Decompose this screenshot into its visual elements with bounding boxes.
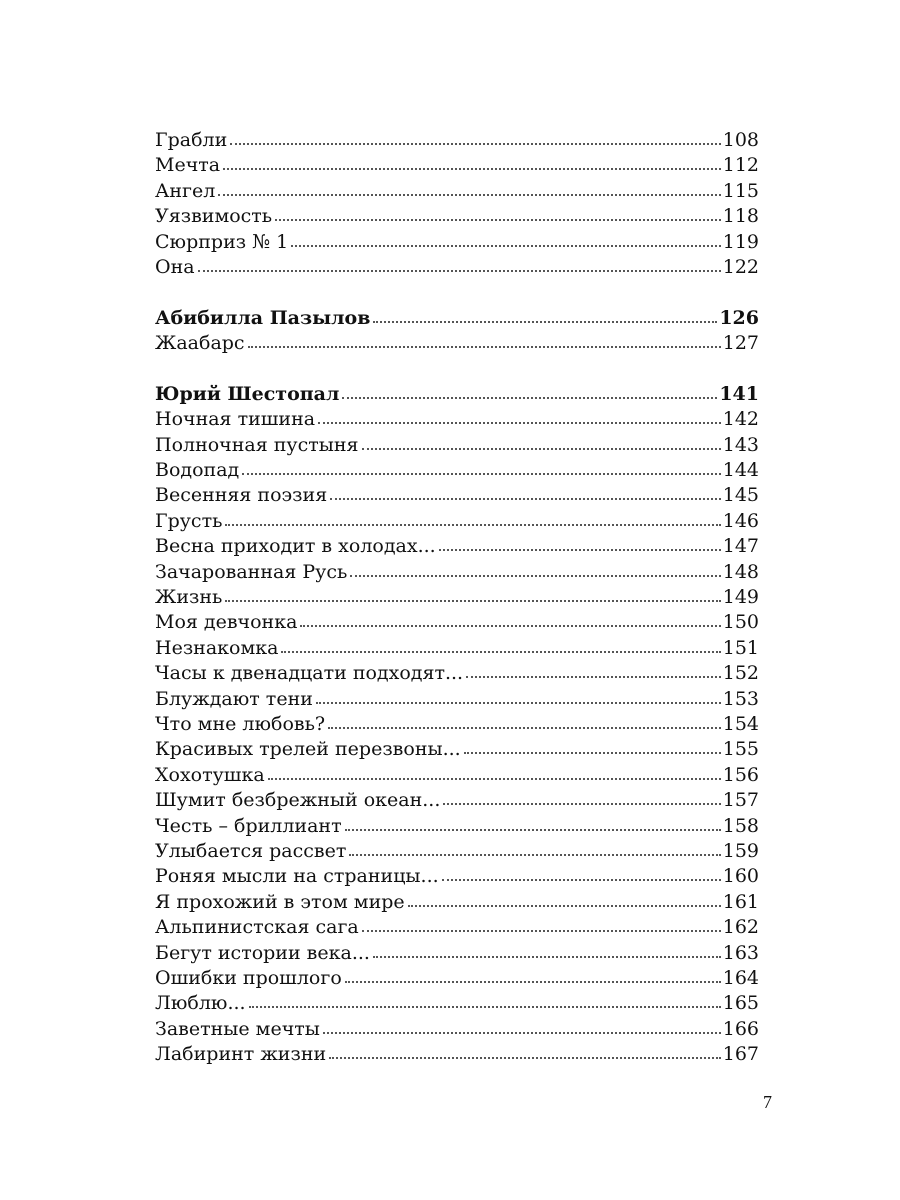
dot-leader xyxy=(242,473,721,475)
toc-entry xyxy=(155,661,759,686)
dot-leader xyxy=(318,422,721,424)
toc-entry xyxy=(155,915,759,940)
toc-entry-page: 165 xyxy=(722,992,759,1015)
dot-leader xyxy=(328,727,721,729)
toc-entry-page: 146 xyxy=(722,509,759,532)
toc-entry-title: Честь – бриллиант xyxy=(155,814,342,837)
toc-entry-page: 166 xyxy=(722,1017,759,1040)
toc-entry-page: 162 xyxy=(722,916,759,939)
toc-entry-page: 115 xyxy=(722,179,759,202)
dot-leader xyxy=(464,752,721,754)
dot-leader xyxy=(349,854,720,856)
toc-entry xyxy=(155,687,759,712)
toc-entry-page: 144 xyxy=(722,459,759,482)
toc-entry-page: 167 xyxy=(722,1043,759,1066)
toc-entry xyxy=(155,966,759,991)
page-number: 7 xyxy=(763,1092,772,1112)
toc-section-heading xyxy=(155,382,759,407)
toc-entry-title: Заветные мечты xyxy=(155,1017,320,1040)
toc-entry-page: 149 xyxy=(722,586,759,609)
toc-entry xyxy=(155,230,759,255)
toc-entry-title: Грабли xyxy=(155,129,228,151)
toc-entry-page: 163 xyxy=(722,941,759,964)
toc-entry-page: 150 xyxy=(722,611,759,634)
toc-entry xyxy=(155,890,759,915)
toc-entry xyxy=(155,204,759,229)
toc-entry-page: 155 xyxy=(722,738,759,761)
toc-entry-title: Я прохожий в этом мире xyxy=(155,890,405,913)
toc-entry xyxy=(155,331,759,356)
toc-entry xyxy=(155,636,759,661)
toc-entry-title: Ошибки прошлого xyxy=(155,966,342,989)
toc-entry-title: Хохотушка xyxy=(155,763,265,786)
dot-leader xyxy=(230,143,720,145)
toc-entry xyxy=(155,1017,759,1042)
toc-entry-page: 145 xyxy=(722,484,759,507)
dot-leader xyxy=(225,600,720,602)
toc-entry-page: 108 xyxy=(722,129,759,151)
toc-entry-page: 152 xyxy=(722,662,759,685)
toc-entry-title: Бегут истории века... xyxy=(155,941,370,964)
toc-entry xyxy=(155,763,759,788)
toc-entry-title: Полночная пустыня xyxy=(155,433,359,456)
dot-leader xyxy=(350,575,720,577)
dot-leader xyxy=(316,702,721,704)
toc-section-heading xyxy=(155,306,759,331)
toc-entry xyxy=(155,255,759,280)
toc-entry-page: 154 xyxy=(722,712,759,735)
toc-entry-title: Грусть xyxy=(155,509,223,532)
toc-entry-title: Незнакомка xyxy=(155,636,279,659)
toc-entry xyxy=(155,737,759,762)
toc-entry xyxy=(155,483,759,508)
toc-entry xyxy=(155,509,759,534)
toc-entry-title: Улыбается рассвет xyxy=(155,839,347,862)
dot-leader xyxy=(443,803,720,805)
dot-leader xyxy=(442,879,721,881)
dot-leader xyxy=(198,270,721,272)
dot-leader xyxy=(373,321,717,323)
toc-entry-title: Роняя мысли на страницы... xyxy=(155,865,439,888)
dot-leader xyxy=(248,346,721,348)
dot-leader xyxy=(329,1057,721,1059)
toc-entry xyxy=(155,153,759,178)
toc-entry xyxy=(155,585,759,610)
dot-leader xyxy=(439,549,721,551)
toc-entry-page: 160 xyxy=(722,865,759,888)
toc-entry-title: Уязвимость xyxy=(155,205,273,228)
toc-entry xyxy=(155,433,759,458)
dot-leader xyxy=(345,829,721,831)
toc-entry-title: Часы к двенадцати подходят... xyxy=(155,662,464,685)
toc-entry-page: 158 xyxy=(722,814,759,837)
dot-leader xyxy=(218,194,720,196)
toc-entry-page: 148 xyxy=(722,560,759,583)
toc-entry-title: Сюрприз № 1 xyxy=(155,230,289,253)
toc-entry-title: Ангел xyxy=(155,179,216,202)
dot-leader xyxy=(300,625,720,627)
toc-entry xyxy=(155,560,759,585)
dot-leader xyxy=(323,1032,721,1034)
toc-entry-title: Весна приходит в холодах... xyxy=(155,535,436,558)
dot-leader xyxy=(342,397,717,399)
toc-entry-page: 143 xyxy=(722,433,759,456)
dot-leader xyxy=(249,1006,721,1008)
dot-leader xyxy=(275,219,721,221)
toc-entry-title: Блуждают тени xyxy=(155,687,313,710)
toc-entry xyxy=(155,610,759,635)
dot-leader xyxy=(268,778,721,780)
toc-entry xyxy=(155,991,759,1016)
dot-leader xyxy=(408,905,721,907)
toc-entry-title: Мечта xyxy=(155,154,221,177)
toc-entry-page: 119 xyxy=(722,230,759,253)
toc-entry-title: Зачарованная Русь xyxy=(155,560,348,583)
toc-entry-page: 164 xyxy=(722,966,759,989)
toc-entry-page: 112 xyxy=(722,154,759,177)
toc-entry-title: Она xyxy=(155,255,195,278)
toc-entry xyxy=(155,534,759,559)
toc-entry-title: Жизнь xyxy=(155,586,223,609)
dot-leader xyxy=(362,448,721,450)
toc-entry-page: 126 xyxy=(719,306,759,329)
toc-entry-title: Весенняя поэзия xyxy=(155,484,328,507)
toc-entry xyxy=(155,179,759,204)
toc-entry-title: Шумит безбрежный океан... xyxy=(155,789,441,812)
dot-leader xyxy=(291,245,720,247)
toc-entry xyxy=(155,814,759,839)
toc-entry-page: 161 xyxy=(722,890,759,913)
dot-leader xyxy=(225,524,720,526)
dot-leader xyxy=(373,956,721,958)
dot-leader xyxy=(345,981,721,983)
dot-leader xyxy=(466,676,721,678)
toc-entry xyxy=(155,839,759,864)
toc-entry-title: Что мне любовь? xyxy=(155,712,326,735)
toc-entry-page: 153 xyxy=(722,687,759,710)
toc-entry-page: 122 xyxy=(722,255,759,278)
toc-entry-title: Люблю... xyxy=(155,992,246,1015)
toc-entry-page: 118 xyxy=(722,205,759,228)
toc-entry-title: Альпинистская сага xyxy=(155,916,359,939)
toc-entry-title: Жаабарс xyxy=(155,332,245,355)
toc-entry-page: 151 xyxy=(722,636,759,659)
dot-leader xyxy=(223,168,721,170)
dot-leader xyxy=(362,930,721,932)
dot-leader xyxy=(281,651,720,653)
toc-entry-page: 142 xyxy=(722,408,759,431)
toc-entry-title: Ночная тишина xyxy=(155,408,316,431)
toc-entry-title: Абибилла Пазылов xyxy=(155,306,371,329)
toc-entry-page: 147 xyxy=(722,535,759,558)
toc-entry-page: 157 xyxy=(722,789,759,812)
toc-entry xyxy=(155,941,759,966)
toc-entry-title: Моя девчонка xyxy=(155,611,298,634)
toc-entry-title: Водопад xyxy=(155,459,240,482)
toc-entry-title: Лабиринт жизни xyxy=(155,1043,327,1066)
toc-entry-page: 141 xyxy=(719,382,759,405)
toc-entry xyxy=(155,1042,759,1067)
toc-entry xyxy=(155,788,759,813)
table-of-contents xyxy=(155,128,759,1067)
toc-entry xyxy=(155,712,759,737)
toc-entry-title: Красивых трелей перезвоны... xyxy=(155,738,461,761)
toc-entry xyxy=(155,407,759,432)
toc-entry xyxy=(155,864,759,889)
toc-entry-page: 156 xyxy=(722,763,759,786)
toc-entry xyxy=(155,128,759,153)
toc-entry-page: 127 xyxy=(722,332,759,355)
toc-entry-title: Юрий Шестопал xyxy=(155,382,340,405)
toc-entry xyxy=(155,458,759,483)
toc-entry-page: 159 xyxy=(722,839,759,862)
dot-leader xyxy=(330,498,721,500)
